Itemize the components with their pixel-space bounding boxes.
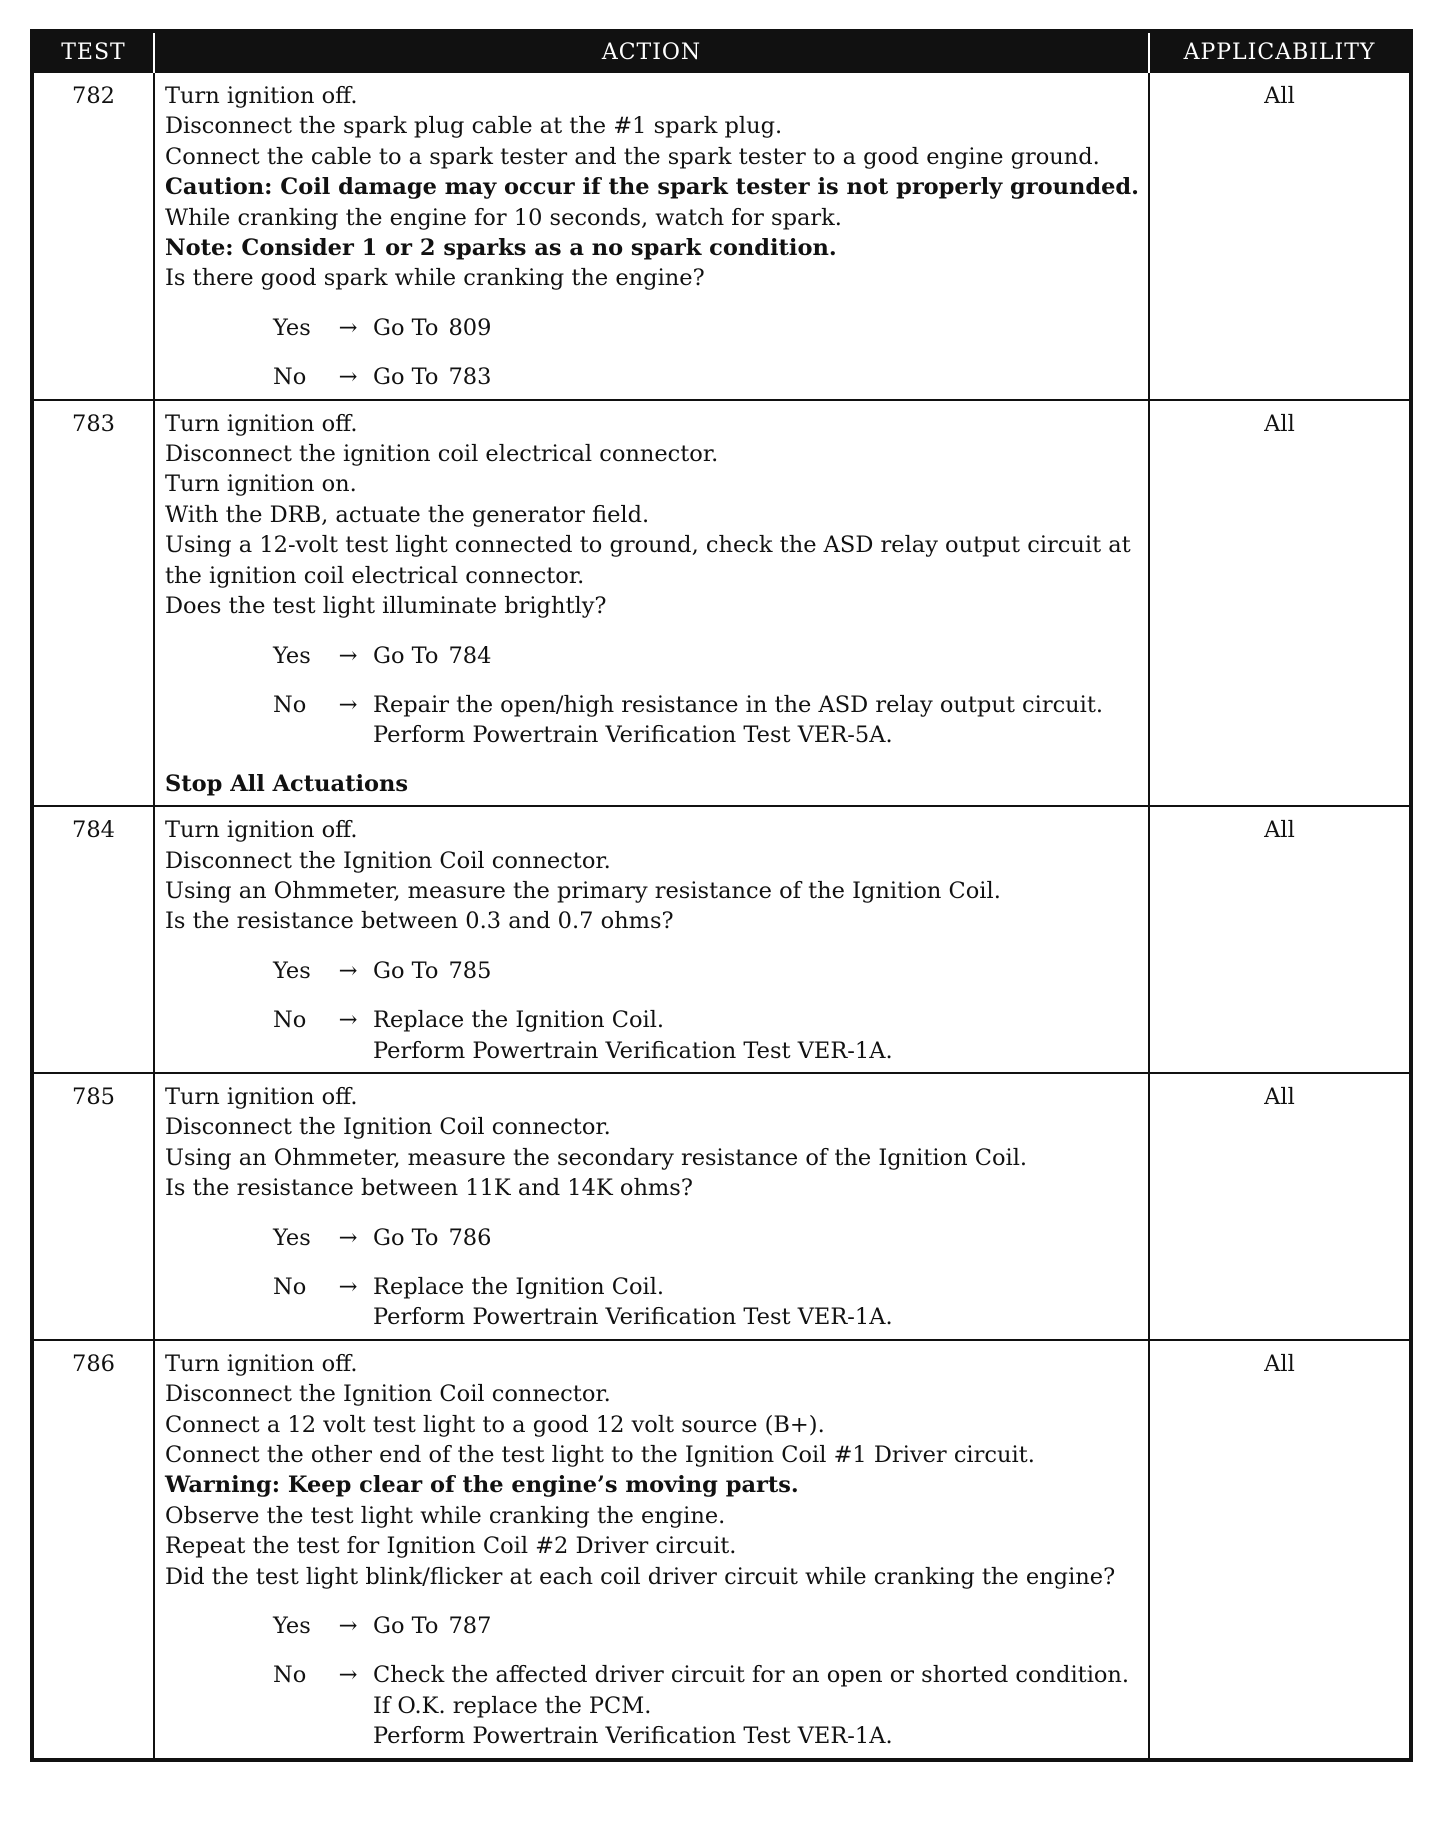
action-step: Turn ignition off. (165, 1350, 358, 1377)
action-step: Disconnect the Ignition Coil connector. (165, 1381, 611, 1408)
arrow-icon: → (338, 364, 358, 391)
yes-outcome (165, 641, 1140, 671)
arrow-icon: → (338, 1224, 358, 1251)
action-step: Connect the other end of the test light to the Ignition Coil #1 Driver circuit. (165, 1442, 1035, 1469)
yes-outcome (165, 1223, 1140, 1253)
no-action: Repair the open/high resistance in the ASD relay output circuit. (373, 691, 1104, 718)
no-outcome (165, 690, 1140, 751)
no-action: Perform Powertrain Verification Test VER-1A. (373, 1304, 893, 1331)
table-row (32, 806, 1411, 1073)
no-label: No (273, 1007, 307, 1034)
arrow-icon: → (338, 1007, 358, 1034)
diagnostic-test-table (30, 29, 1413, 1762)
no-action: If O.K. replace the PCM. (373, 1692, 652, 1719)
action-step: Repeat the test for Ignition Coil #2 Driver circuit. (165, 1533, 737, 1560)
no-label: No (273, 1274, 307, 1300)
arrow-icon: → (338, 314, 358, 341)
no-action: Check the affected driver circuit for an open or shorted condition. (373, 1662, 1130, 1689)
goto-label: Go To (373, 314, 439, 341)
test-number: 784 (32, 806, 154, 1073)
question-text: Is the resistance between 0.3 and 0.7 ohms? (165, 908, 674, 935)
no-outcome (165, 362, 1140, 392)
action-step: Disconnect the Ignition Coil connector. (165, 1114, 611, 1141)
action-step: Using an Ohmmeter, measure the secondary resistance of the Ignition Coil. (165, 1144, 1028, 1171)
no-action: Replace the Ignition Coil. (373, 1007, 665, 1034)
question-text: Is there good spark while cranking the engine? (165, 265, 705, 292)
applicability-cell: All (1149, 400, 1411, 806)
action-step: Connect the cable to a spark tester and the spark tester to a good engine ground. (165, 143, 1100, 170)
no-action: Perform Powertrain Verification Test VER-1A. (373, 1723, 893, 1750)
table-row (32, 1340, 1411, 1760)
question-text: Is the resistance between 11K and 14K ohms? (165, 1175, 693, 1202)
question-text: Does the test light illuminate brightly? (165, 593, 607, 620)
goto-label: Go To (373, 1224, 439, 1251)
table-header-row (32, 31, 1411, 72)
table-row (32, 1073, 1411, 1340)
action-cell (154, 806, 1149, 1073)
arrow-icon: → (338, 957, 358, 984)
note-text: Note: Consider 1 or 2 sparks as a no spark condition. (165, 235, 837, 262)
goto-target: 787 (448, 1613, 492, 1640)
yes-label: Yes (273, 314, 311, 341)
table-row (32, 400, 1411, 806)
no-outcome (165, 1005, 1140, 1066)
table-row (32, 72, 1411, 400)
goto-label: Go To (373, 364, 439, 391)
action-step: While cranking the engine for 10 seconds, watch for spark. (165, 204, 842, 231)
yes-label: Yes (273, 1224, 311, 1251)
no-outcome (165, 1272, 1140, 1333)
header-test: TEST (32, 31, 154, 72)
question-text: Did the test light blink/flicker at each coil driver circuit while cranking the engine? (165, 1563, 1116, 1590)
goto-target: 785 (448, 957, 492, 984)
no-label: No (273, 691, 307, 718)
action-step: Turn ignition off. (165, 1083, 358, 1110)
yes-outcome (165, 956, 1140, 986)
applicability-cell: All (1149, 72, 1411, 400)
test-number: 782 (32, 72, 154, 400)
goto-target: 809 (448, 314, 492, 341)
goto-label: Go To (373, 1613, 439, 1640)
yes-label: Yes (273, 957, 311, 984)
action-step: With the DRB, actuate the generator field. (165, 501, 650, 528)
stop-actuations-note: Stop All Actuations (165, 770, 409, 797)
yes-label: Yes (273, 642, 311, 669)
arrow-icon: → (338, 1613, 358, 1640)
no-action: Replace the Ignition Coil. (373, 1274, 665, 1300)
action-cell (154, 400, 1149, 806)
applicability-cell: All (1149, 806, 1411, 1073)
action-cell (154, 1340, 1149, 1760)
action-step: Turn ignition off. (165, 83, 358, 109)
no-action: Perform Powertrain Verification Test VER-1A. (373, 1037, 893, 1064)
action-step: Disconnect the Ignition Coil connector. (165, 847, 611, 874)
yes-outcome (165, 313, 1140, 343)
action-step: Turn ignition on. (165, 471, 357, 498)
action-step: Connect a 12 volt test light to a good 12 volt source (B+). (165, 1411, 825, 1438)
no-label: No (273, 1662, 307, 1689)
action-step: Observe the test light while cranking the engine. (165, 1502, 726, 1529)
yes-label: Yes (273, 1613, 311, 1640)
test-number: 785 (32, 1073, 154, 1340)
action-cell (154, 72, 1149, 400)
test-number: 783 (32, 400, 154, 806)
test-number: 786 (32, 1340, 154, 1760)
arrow-icon: → (338, 1662, 358, 1689)
action-cell (154, 1073, 1149, 1340)
caution-note: Caution: Coil damage may occur if the spark tester is not properly grounded. (165, 174, 1139, 201)
applicability-cell: All (1149, 1340, 1411, 1760)
header-action: ACTION (154, 31, 1149, 72)
yes-outcome (165, 1611, 1140, 1641)
arrow-icon: → (338, 691, 358, 718)
no-outcome (165, 1660, 1140, 1751)
action-step: Disconnect the spark plug cable at the #1 spark plug. (165, 113, 783, 140)
action-step: Using a 12-volt test light connected to ground, check the ASD relay output circuit at the ignition coil electrical connector. (165, 532, 1131, 589)
applicability-cell: All (1149, 1073, 1411, 1340)
goto-target: 783 (448, 364, 492, 391)
goto-label: Go To (373, 957, 439, 984)
warning-note: Warning: Keep clear of the engine’s moving parts. (165, 1472, 799, 1499)
no-action: Perform Powertrain Verification Test VER-5A. (373, 722, 893, 749)
header-applicability: APPLICABILITY (1149, 31, 1411, 72)
no-label: No (273, 364, 307, 391)
action-step: Turn ignition off. (165, 410, 358, 437)
goto-target: 786 (448, 1224, 492, 1251)
goto-target: 784 (448, 642, 492, 669)
action-step: Using an Ohmmeter, measure the primary resistance of the Ignition Coil. (165, 877, 1001, 904)
action-step: Disconnect the ignition coil electrical connector. (165, 441, 719, 468)
arrow-icon: → (338, 1274, 358, 1300)
action-step: Turn ignition off. (165, 817, 358, 844)
goto-label: Go To (373, 642, 439, 669)
arrow-icon: → (338, 642, 358, 669)
